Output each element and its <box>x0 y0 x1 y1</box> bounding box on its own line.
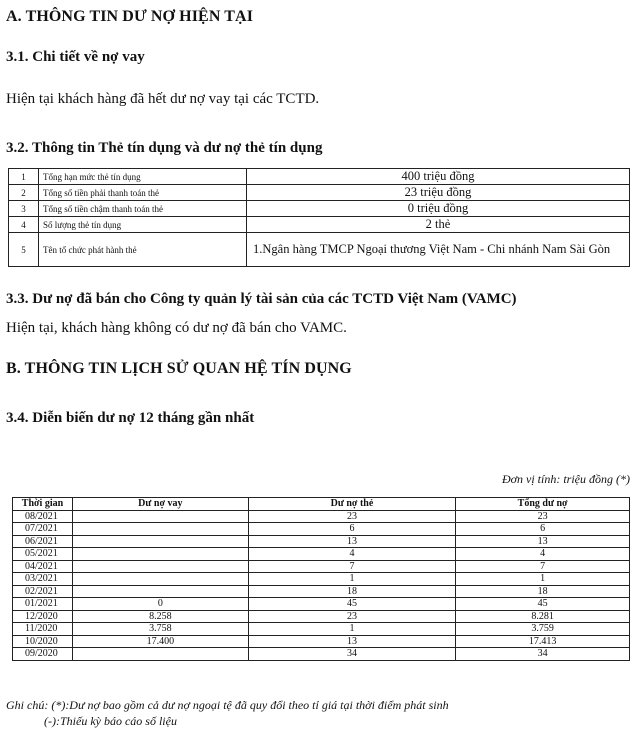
section-a-title: A. THÔNG TIN DƯ NỢ HIỆN TẠI <box>6 8 254 25</box>
row-number: 4 <box>9 217 39 233</box>
row-value: 1.Ngân hàng TMCP Ngoại thương Việt Nam - Chi nhánh Nam Sài Gòn <box>247 233 630 267</box>
debt-history-table <box>12 497 630 661</box>
card-debt-cell: 23 <box>248 510 456 523</box>
card-debt-cell: 7 <box>248 560 456 573</box>
unit-label: Đơn vị tính: triệu đồng (*) <box>501 472 630 486</box>
loan-debt-cell: 0 <box>72 598 248 611</box>
period-cell: 03/2021 <box>13 573 73 586</box>
row-value: 0 triệu đồng <box>247 201 630 217</box>
total-debt-cell: 17.413 <box>456 635 630 648</box>
subsection-3-4-title: 3.4. Diễn biến dư nợ 12 tháng gần nhất <box>6 410 255 426</box>
card-debt-cell: 23 <box>248 610 456 623</box>
table-row <box>13 510 630 523</box>
period-cell: 08/2021 <box>13 510 73 523</box>
subsection-3-3-text: Hiện tại, khách hàng không có dư nợ đã bán cho VAMC. <box>6 320 347 336</box>
row-label: Số lượng thẻ tín dụng <box>39 217 247 233</box>
total-debt-cell: 8.281 <box>456 610 630 623</box>
row-value: 400 triệu đồng <box>247 169 630 185</box>
column-header: Tổng dư nợ <box>456 498 630 511</box>
card-debt-cell: 18 <box>248 585 456 598</box>
column-header: Dư nợ vay <box>72 498 248 511</box>
loan-debt-cell: 8.258 <box>72 610 248 623</box>
row-number: 2 <box>9 185 39 201</box>
card-debt-cell: 1 <box>248 623 456 636</box>
row-label: Tổng số tiền chậm thanh toán thẻ <box>39 201 247 217</box>
card-debt-cell: 34 <box>248 648 456 661</box>
total-debt-cell: 45 <box>456 598 630 611</box>
total-debt-cell: 18 <box>456 585 630 598</box>
loan-debt-cell <box>72 585 248 598</box>
loan-debt-cell <box>72 573 248 586</box>
period-cell: 02/2021 <box>13 585 73 598</box>
subsection-3-3-title: 3.3. Dư nợ đã bán cho Công ty quản lý tài sản của các TCTD Việt Nam (VAMC) <box>6 291 517 307</box>
total-debt-cell: 3.759 <box>456 623 630 636</box>
table-row <box>13 623 630 636</box>
card-debt-cell: 6 <box>248 523 456 536</box>
table-row <box>13 610 630 623</box>
row-number: 3 <box>9 201 39 217</box>
loan-debt-cell <box>72 510 248 523</box>
loan-debt-cell <box>72 648 248 661</box>
table-row <box>13 648 630 661</box>
subsection-3-2-title: 3.2. Thông tin Thẻ tín dụng và dư nợ thẻ tín dụng <box>6 140 323 156</box>
total-debt-cell: 6 <box>456 523 630 536</box>
row-label: Tên tổ chức phát hành thẻ <box>39 233 247 267</box>
row-label: Tổng hạn mức thẻ tín dụng <box>39 169 247 185</box>
period-cell: 01/2021 <box>13 598 73 611</box>
total-debt-cell: 4 <box>456 548 630 561</box>
column-header: Thời gian <box>13 498 73 511</box>
table-row <box>13 560 630 573</box>
table-row <box>13 523 630 536</box>
card-debt-cell: 4 <box>248 548 456 561</box>
table-row <box>13 585 630 598</box>
row-number: 1 <box>9 169 39 185</box>
table-row <box>13 548 630 561</box>
period-cell: 11/2020 <box>13 623 73 636</box>
row-number: 5 <box>9 233 39 267</box>
table-row <box>13 535 630 548</box>
column-header: Dư nợ thẻ <box>248 498 456 511</box>
subsection-3-1-text: Hiện tại khách hàng đã hết dư nợ vay tại các TCTD. <box>6 91 320 107</box>
loan-debt-cell <box>72 560 248 573</box>
card-info-row <box>9 169 630 185</box>
loan-debt-cell <box>72 535 248 548</box>
card-info-row <box>9 217 630 233</box>
card-debt-cell: 45 <box>248 598 456 611</box>
section-b-title: B. THÔNG TIN LỊCH SỬ QUAN HỆ TÍN DỤNG <box>6 360 352 377</box>
table-row <box>13 598 630 611</box>
total-debt-cell: 23 <box>456 510 630 523</box>
card-debt-cell: 13 <box>248 535 456 548</box>
note-line-2: (-):Thiếu kỳ báo cáo số liệu <box>44 714 177 728</box>
credit-card-info-table <box>8 168 630 267</box>
period-cell: 05/2021 <box>13 548 73 561</box>
row-value: 2 thẻ <box>247 217 630 233</box>
loan-debt-cell <box>72 548 248 561</box>
loan-debt-cell: 17.400 <box>72 635 248 648</box>
total-debt-cell: 34 <box>456 648 630 661</box>
period-cell: 04/2021 <box>13 560 73 573</box>
card-debt-cell: 13 <box>248 635 456 648</box>
loan-debt-cell: 3.758 <box>72 623 248 636</box>
row-label: Tổng số tiền phải thanh toán thẻ <box>39 185 247 201</box>
card-info-row <box>9 201 630 217</box>
period-cell: 10/2020 <box>13 635 73 648</box>
subsection-3-1-title: 3.1. Chi tiết về nợ vay <box>6 49 145 65</box>
total-debt-cell: 7 <box>456 560 630 573</box>
period-cell: 12/2020 <box>13 610 73 623</box>
note-line-1: Ghi chú: (*):Dư nợ bao gồm cả dư nợ ngoại tệ đã quy đổi theo tỉ giá tại thời điểm phát sinh <box>6 698 449 712</box>
table-row <box>13 635 630 648</box>
card-debt-cell: 1 <box>248 573 456 586</box>
loan-debt-cell <box>72 523 248 536</box>
card-info-row <box>9 185 630 201</box>
period-cell: 06/2021 <box>13 535 73 548</box>
row-value: 23 triệu đồng <box>247 185 630 201</box>
table-row <box>13 573 630 586</box>
total-debt-cell: 1 <box>456 573 630 586</box>
period-cell: 07/2021 <box>13 523 73 536</box>
period-cell: 09/2020 <box>13 648 73 661</box>
total-debt-cell: 13 <box>456 535 630 548</box>
card-info-row <box>9 233 630 267</box>
